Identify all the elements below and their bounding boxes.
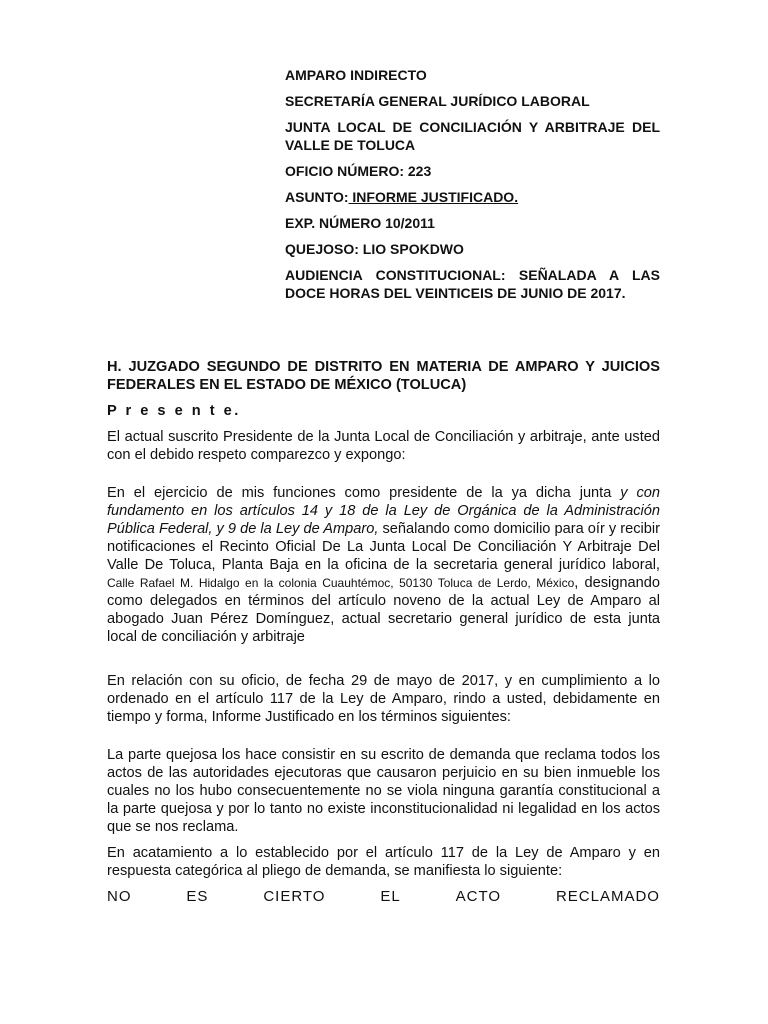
final-word: ACTO xyxy=(455,888,502,905)
header-oficio: OFICIO NÚMERO: 223 xyxy=(285,163,432,179)
header-expediente: EXP. NÚMERO 10/2011 xyxy=(285,215,435,231)
document-header xyxy=(285,66,660,310)
header-quejoso: QUEJOSO: LIO SPOKDWO xyxy=(285,241,464,257)
final-statement xyxy=(107,888,660,906)
para2-address: Calle Rafael M. Hidalgo en la colonia Cuauhtémoc, 50130 Toluca de Lerdo, México xyxy=(107,576,575,590)
paragraph-fundamento xyxy=(107,484,660,646)
paragraph-informe: En relación con su oficio, de fecha 29 de mayo de 2017, y en cumplimiento a lo ordenado en el artículo 117 de la Ley de Amparo, rindo a usted, debidamente en tiempo y forma, Informe Justificado en los términos siguientes: xyxy=(107,673,660,725)
para2-part-c: señalando como domicilio para oír y recibir notificaciones el Recinto Oficial De La Junta Local De Conciliación Y Arbitraje Del Valle De Toluca, Planta Baja en la oficina de la secretaria general jurídico laboral, xyxy=(107,521,661,573)
presente-salutation: P r e s e n t e. xyxy=(107,403,241,419)
final-word: NO xyxy=(107,888,132,905)
para2-part-a: En el ejercicio de mis funciones como presidente de la ya dicha junta xyxy=(107,485,621,501)
header-audiencia: AUDIENCIA CONSTITUCIONAL: SEÑALADA A LAS DOCE HORAS DEL VEINTICEIS DE JUNIO DE 2017. xyxy=(285,267,660,301)
final-word: CIERTO xyxy=(263,888,326,905)
final-word: RECLAMADO xyxy=(555,888,660,905)
paragraph-quejosa: La parte quejosa los hace consistir en su escrito de demanda que reclama todos los actos de las autoridades ejecutoras que causaron perjuicio en su bien inmueble los cuales no los hubo consecuentemente no se viola ninguna garantía constitucional a la parte quejosa y por lo tanto no existe inconstitucionalidad ni legalidad en los actos que se nos reclama. xyxy=(107,747,660,835)
paragraph-intro: El actual suscrito Presidente de la Junta Local de Conciliación y arbitraje, ante usted con el debido respeto comparezco y expongo: xyxy=(107,429,660,463)
asunto-value: INFORME JUSTIFICADO. xyxy=(348,189,519,205)
paragraph-acatamiento: En acatamiento a lo establecido por el artículo 117 de la Ley de Amparo y en respuesta categórica al pliego de demanda, se manifiesta lo siguiente: xyxy=(107,845,660,879)
header-secretaria: SECRETARÍA GENERAL JURÍDICO LABORAL xyxy=(285,93,590,109)
asunto-label: ASUNTO: xyxy=(285,189,349,205)
header-junta: JUNTA LOCAL DE CONCILIACIÓN Y ARBITRAJE DEL VALLE DE TOLUCA xyxy=(285,119,660,153)
header-amparo: AMPARO INDIRECTO xyxy=(285,67,427,83)
para2-legal-basis: y con fundamento en los artículos 14 y 18 de la Ley de Orgánica de la Administración Pública Federal, y 9 de la Ley de Amparo, xyxy=(107,485,660,537)
final-word: ES xyxy=(186,888,209,905)
para2-part-e: , designando como delegados en términos del artículo noveno de la actual Ley de Amparo al abogado Juan Pérez Domínguez, actual secretario general jurídico de esta junta local de conciliación y arbitraje xyxy=(107,575,660,645)
header-asunto xyxy=(285,188,660,206)
court-addressee: H. JUZGADO SEGUNDO DE DISTRITO EN MATERIA DE AMPARO Y JUICIOS FEDERALES EN EL ESTADO DE MÉXICO (TOLUCA) xyxy=(107,359,660,393)
document-body xyxy=(107,358,660,906)
final-word: EL xyxy=(380,888,401,905)
